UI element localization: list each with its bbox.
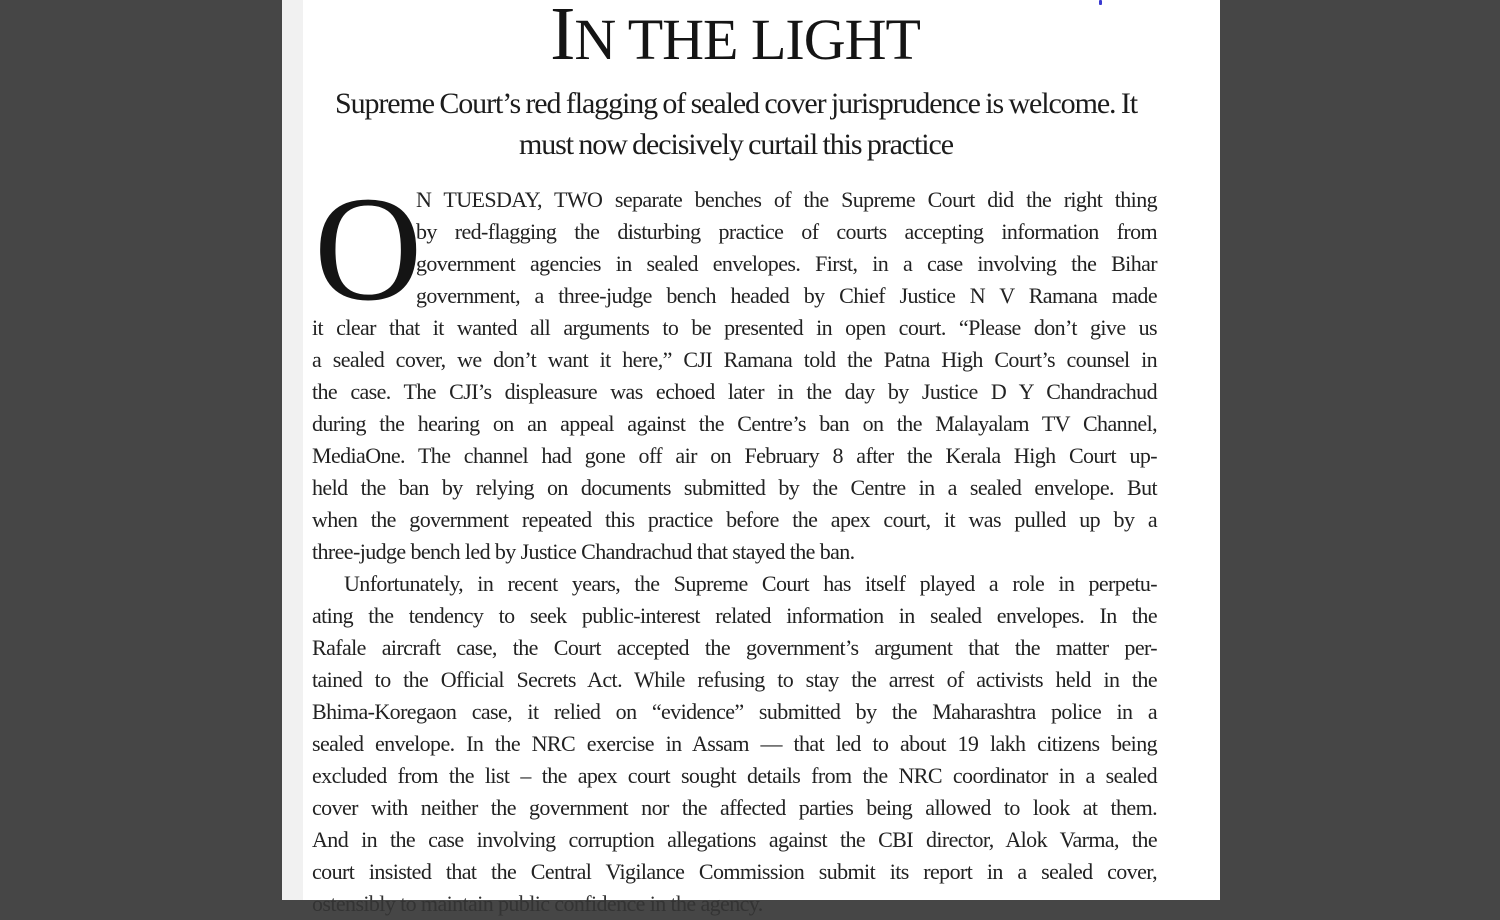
- body-line: N TUESDAY, TWO separate benches of the Supreme Court did the right thing: [416, 187, 1157, 212]
- body-line: Unfortunately, in recent years, the Supreme Court has itself played a role in perpetu-: [344, 571, 1157, 596]
- page-margin-strip: [282, 0, 303, 900]
- article-standfirst: Supreme Court’s red flagging of sealed cover jurisprudence is welcome. It must now decisively curtail this practice: [335, 87, 1137, 161]
- article-headline: [282, 0, 1188, 80]
- drop-cap: O: [314, 166, 422, 332]
- body-line: tained to the Official Secrets Act. While refusing to stay the arrest of activists held in the: [312, 667, 1157, 692]
- article-body: [312, 166, 1157, 920]
- body-line: it clear that it wanted all arguments to be presented in open court. “Please don’t give us: [312, 315, 1157, 340]
- body-line: cover with neither the government nor the affected parties being allowed to look at them.: [312, 795, 1157, 820]
- body-line: Rafale aircraft case, the Court accepted the government’s argument that the matter per-: [312, 635, 1157, 660]
- body-line: during the hearing on an appeal against the Centre’s ban on the Malayalam TV Channel,: [312, 411, 1157, 436]
- body-line-cut-off: ostensibly to maintain public confidence in the agency.: [312, 891, 763, 916]
- headline-first-letter: I: [550, 0, 575, 76]
- body-line: government agencies in sealed envelopes. First, in a case involving the Bihar: [416, 251, 1157, 276]
- newspaper-page: [282, 0, 1220, 916]
- body-line: excluded from the list – the apex court sought details from the NRC coordinator in a sealed: [312, 763, 1157, 788]
- body-line: by red-flagging the disturbing practice of courts accepting information from: [416, 219, 1157, 244]
- body-line: government, a three-judge bench headed by Chief Justice N V Ramana made: [416, 283, 1157, 308]
- body-line: sealed envelope. In the NRC exercise in Assam — that led to about 19 lakh citizens being: [312, 731, 1157, 756]
- paragraph-2: [312, 568, 1157, 920]
- body-line: court insisted that the Central Vigilance Commission submit its report in a sealed cover,: [312, 859, 1157, 884]
- body-line: a sealed cover, we don’t want it here,” CJI Ramana told the Patna High Court’s counsel in: [312, 347, 1157, 372]
- paragraph-1: [312, 166, 1157, 568]
- body-line: ating the tendency to seek public-interest related information in sealed envelopes. In the: [312, 603, 1157, 628]
- body-line: held the ban by relying on documents submitted by the Centre in a sealed envelope. But: [312, 475, 1157, 500]
- headline-rest: N THE LIGHT: [574, 7, 920, 72]
- body-line: when the government repeated this practice before the apex court, it was pulled up by a: [312, 507, 1157, 532]
- body-line: And in the case involving corruption allegations against the CBI director, Alok Varma, the: [312, 827, 1157, 852]
- body-line: MediaOne. The channel had gone off air on February 8 after the Kerala High Court up-: [312, 443, 1157, 468]
- body-line: three-judge bench led by Justice Chandrachud that stayed the ban.: [312, 539, 855, 564]
- body-line: the case. The CJI’s displeasure was echoed later in the day by Justice D Y Chandrachud: [312, 379, 1157, 404]
- body-line: Bhima-Koregaon case, it relied on “evidence” submitted by the Maharashtra police in a: [312, 699, 1157, 724]
